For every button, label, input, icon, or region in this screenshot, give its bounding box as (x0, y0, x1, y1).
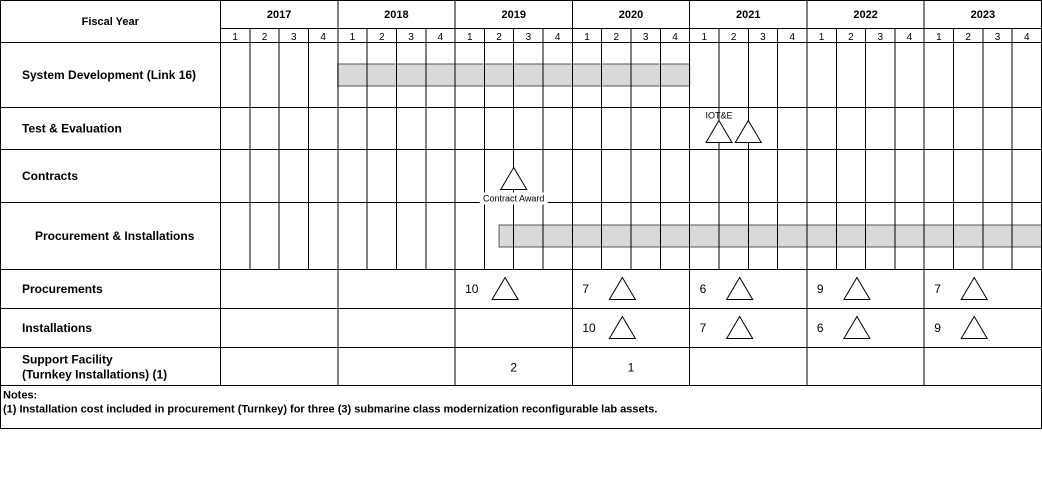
quarter-label-2019-4: 4 (554, 32, 561, 43)
milestone-triangle-1 (706, 121, 732, 143)
year-label-2019: 2019 (501, 9, 526, 21)
year-label-2018: 2018 (384, 9, 409, 21)
year-label-2021: 2021 (736, 9, 761, 21)
count-5-2020: 10 (582, 321, 596, 335)
quarter-label-2020-1: 1 (584, 32, 590, 43)
row-label-4: Procurements (22, 282, 103, 296)
count-triangle-5-2020 (609, 317, 635, 339)
row-label-5: Installations (22, 321, 93, 335)
quarter-label-2020-3: 3 (642, 32, 649, 43)
fiscal-year-header: Fiscal Year (81, 16, 139, 28)
quarter-label-2021-3: 3 (760, 32, 766, 43)
count-triangle-4-2022 (844, 278, 870, 300)
count-triangle-5-2021 (727, 317, 753, 339)
quarter-label-2023-3: 3 (994, 32, 1001, 43)
count-triangle-4-2023 (961, 278, 987, 300)
quarter-label-2018-4: 4 (437, 32, 444, 43)
milestone-triangle-2 (735, 121, 761, 143)
year-label-2022: 2022 (853, 9, 878, 21)
row-label-2: Contracts (22, 169, 79, 183)
quarter-label-2017-1: 1 (232, 32, 238, 43)
quarter-label-2021-1: 1 (701, 32, 708, 43)
quarter-label-2020-2: 2 (613, 32, 620, 43)
quarter-label-2019-2: 2 (496, 32, 502, 43)
row-label-6-line-2: (Turnkey Installations) (1) (22, 367, 168, 382)
quarter-label-2019-1: 1 (466, 32, 473, 43)
row-label-0: System Development (Link 16) (22, 68, 197, 82)
row-label-3: Procurement & Installations (35, 229, 195, 243)
quarter-label-2017-3: 3 (291, 32, 297, 43)
quarter-label-2018-1: 1 (349, 32, 356, 43)
milestone-triangle-3 (501, 168, 527, 190)
count-6-2020: 1 (627, 360, 635, 375)
row-label-1: Test & Evaluation (22, 121, 122, 136)
count-4-2023: 7 (934, 282, 941, 296)
count-triangle-5-2023 (961, 317, 987, 339)
count-triangle-4-2021 (727, 278, 753, 300)
quarter-label-2017-2: 2 (261, 32, 268, 43)
year-label-2020: 2020 (618, 9, 644, 21)
milestone-label-1: IOT&E (705, 110, 733, 121)
count-5-2022: 6 (816, 321, 824, 335)
notes-line-1: (1) Installation cost included in procurement (Turnkey) for three (3) submarine class modernization reconfigurable lab assets. (3, 403, 658, 416)
count-5-2023: 9 (934, 321, 941, 335)
notes-title: Notes: (3, 389, 38, 402)
quarter-label-2023-1: 1 (936, 32, 942, 43)
quarter-label-2022-4: 4 (906, 32, 913, 43)
quarter-label-2021-4: 4 (789, 32, 796, 43)
count-triangle-4-2020 (609, 278, 635, 300)
schedule-bar-2 (499, 225, 1041, 247)
count-4-2022: 9 (816, 282, 824, 296)
count-triangle-5-2022 (844, 317, 870, 339)
quarter-label-2022-3: 3 (877, 32, 884, 43)
quarter-label-2023-2: 2 (965, 32, 971, 43)
row-label-6-line-1: Support Facility (22, 352, 113, 367)
year-label-2017: 2017 (266, 9, 292, 21)
quarter-label-2019-3: 3 (525, 32, 532, 43)
quarter-label-2022-2: 2 (848, 32, 854, 43)
count-5-2021: 7 (699, 321, 707, 335)
count-triangle-4-2019 (492, 278, 518, 300)
quarter-label-2018-2: 2 (378, 32, 385, 43)
quarter-label-2023-4: 4 (1024, 32, 1030, 43)
count-4-2019: 10 (465, 282, 479, 296)
quarter-label-2018-3: 3 (408, 32, 414, 43)
quarter-label-2020-4: 4 (672, 32, 678, 43)
count-6-2019: 2 (510, 360, 518, 375)
count-4-2020: 7 (582, 282, 590, 296)
year-label-2023: 2023 (970, 9, 996, 21)
quarter-label-2017-4: 4 (320, 32, 326, 43)
milestone-label-2: Contract Award (483, 193, 545, 204)
quarter-label-2022-1: 1 (818, 32, 825, 43)
count-4-2021: 6 (699, 282, 707, 296)
quarter-label-2021-2: 2 (730, 32, 737, 43)
